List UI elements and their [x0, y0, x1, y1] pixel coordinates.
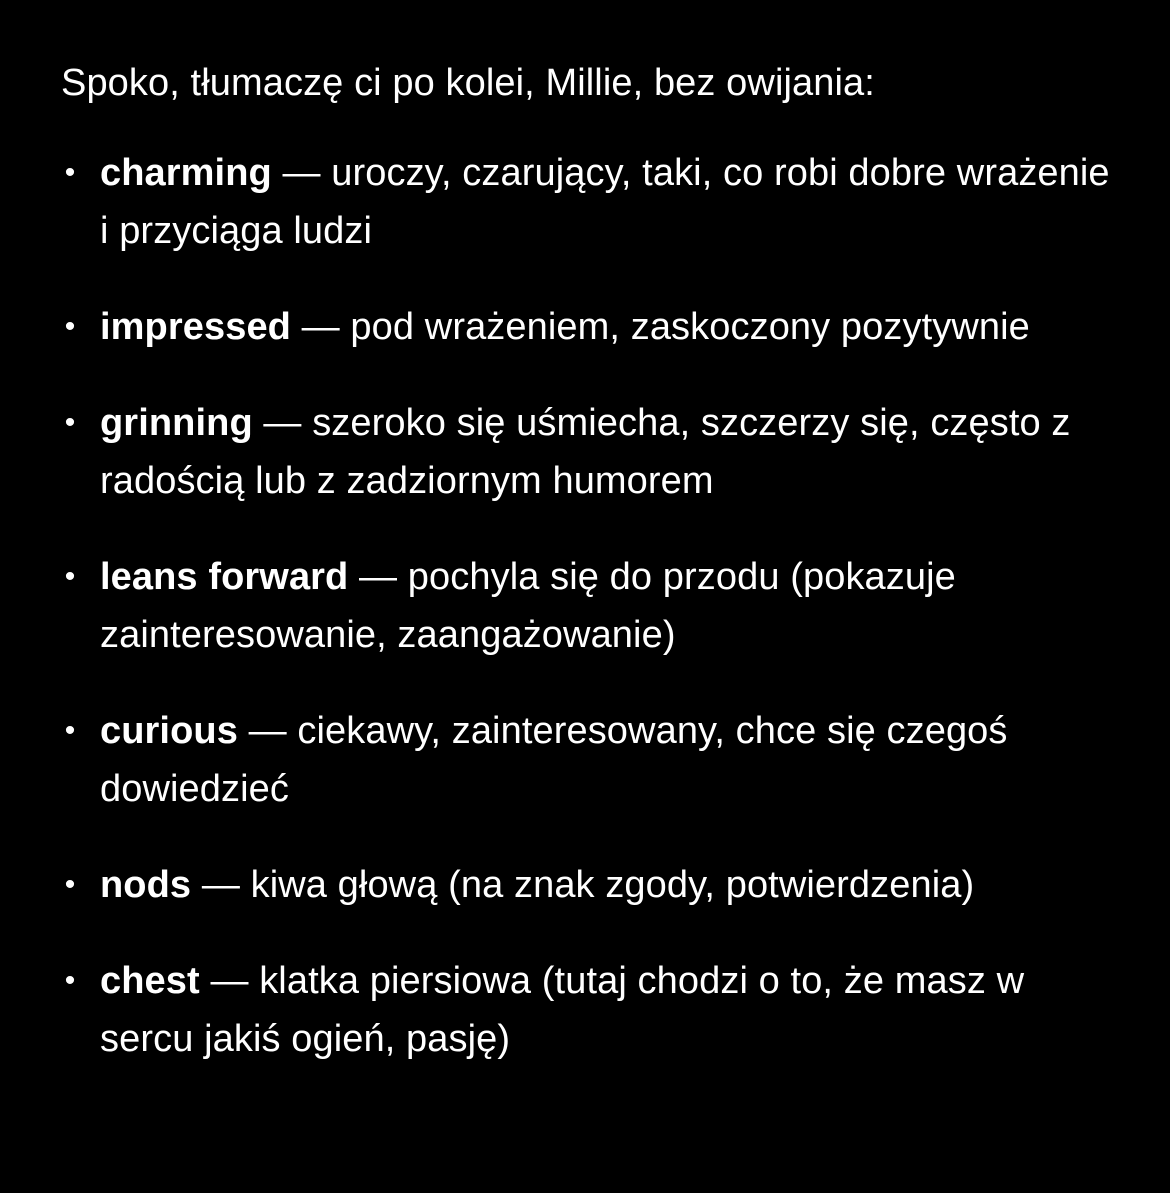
definition: szeroko się uśmiecha, szczerzy się, często z radością lub z zadziornym humorem [100, 402, 1071, 502]
assistant-message [61, 54, 1121, 1068]
list-item [61, 702, 1121, 818]
intro-text: Spoko, tłumaczę ci po kolei, Millie, bez owijania: [61, 62, 875, 104]
list-item [61, 298, 1121, 356]
list-item [61, 394, 1121, 510]
separator: — [348, 556, 408, 598]
separator: — [271, 152, 332, 194]
list-item [61, 144, 1121, 260]
bullet-icon: • [64, 964, 76, 997]
term: chest [100, 960, 200, 1002]
list-item [61, 856, 1121, 914]
term: grinning [100, 402, 253, 444]
list-item [61, 548, 1121, 664]
definition: kiwa głową (na znak zgody, potwierdzenia) [250, 864, 975, 906]
separator: — [199, 960, 260, 1002]
term: charming [100, 152, 272, 194]
separator: — [291, 306, 351, 348]
definition: pod wrażeniem, zaskoczony pozytywnie [350, 306, 1030, 348]
bullet-icon: • [64, 406, 76, 439]
term: nods [100, 864, 192, 906]
vocabulary-list [61, 144, 1121, 1068]
term: leans forward [100, 556, 349, 598]
list-item [61, 952, 1121, 1068]
separator: — [191, 864, 251, 906]
term: impressed [100, 306, 291, 348]
bullet-icon: • [64, 868, 76, 901]
separator: — [252, 402, 313, 444]
bullet-icon: • [64, 310, 76, 343]
bullet-icon: • [64, 156, 76, 189]
term: curious [100, 710, 238, 752]
definition: uroczy, czarujący, taki, co robi dobre wrażenie i przyciąga ludzi [100, 152, 1110, 252]
bullet-icon: • [64, 560, 76, 593]
separator: — [237, 710, 298, 752]
definition: pochyla się do przodu (pokazuje zainteresowanie, zaangażowanie) [100, 556, 956, 656]
bullet-icon: • [64, 714, 76, 747]
definition: ciekawy, zainteresowany, chce się czegoś dowiedzieć [100, 710, 1008, 810]
definition: klatka piersiowa (tutaj chodzi o to, że masz w sercu jakiś ogień, pasję) [100, 960, 1025, 1060]
